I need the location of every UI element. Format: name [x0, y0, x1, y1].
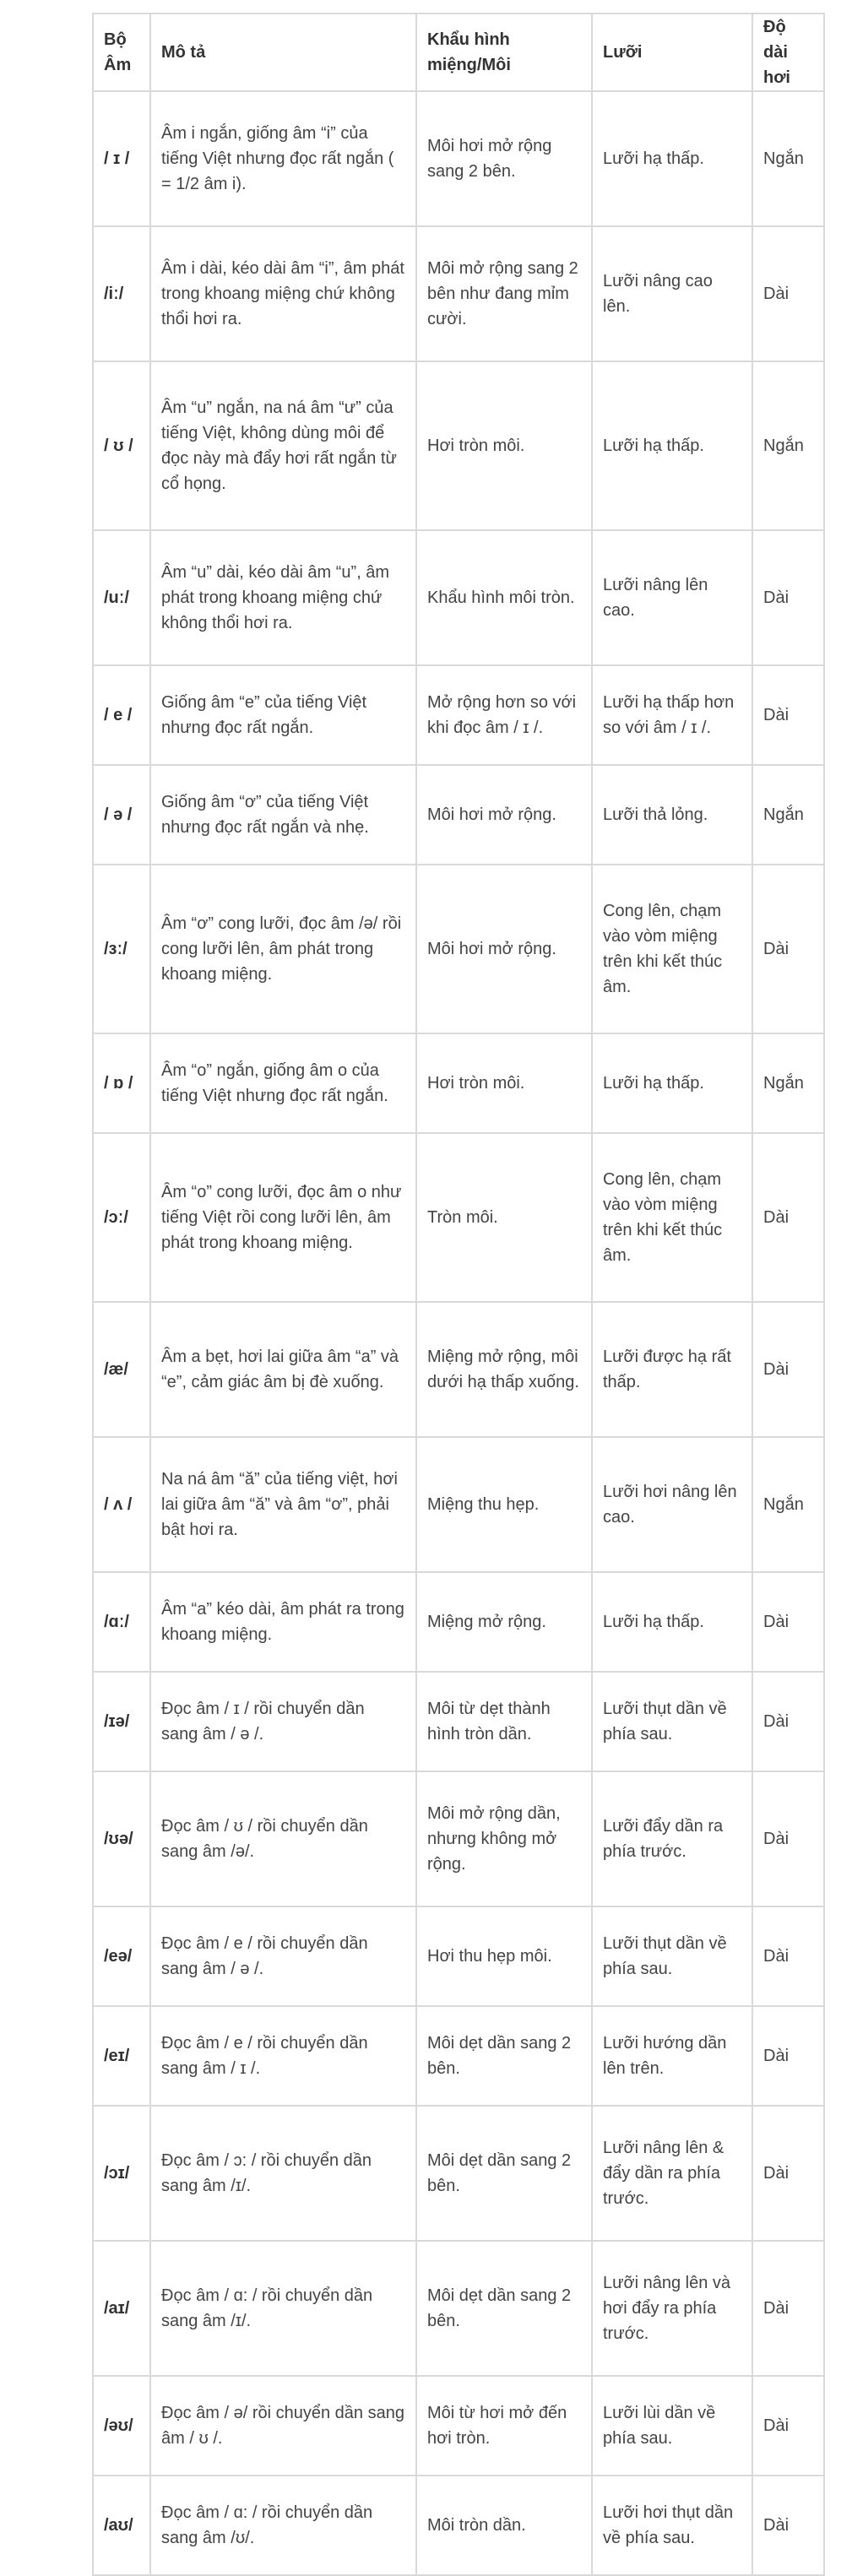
cell-tongue: Lưỡi hạ thấp. — [592, 1033, 752, 1133]
cell-mouth-shape: Môi dẹt dần sang 2 bên. — [416, 2241, 592, 2376]
cell-mouth-shape: Môi dẹt dần sang 2 bên. — [416, 2106, 592, 2241]
cell-description: Đọc âm / ɔ: / rồi chuyển dần sang âm /ɪ/. — [150, 2106, 416, 2241]
cell-description: Giống âm “e” của tiếng Việt nhưng đọc rất ngắn. — [150, 665, 416, 765]
cell-breath-length: Dài — [752, 865, 824, 1033]
cell-breath-length: Ngắn — [752, 1437, 824, 1572]
cell-breath-length: Dài — [752, 1302, 824, 1437]
cell-tongue: Lưỡi hạ thấp hơn so với âm / ɪ /. — [592, 665, 752, 765]
cell-mouth-shape: Môi mở rộng sang 2 bên như đang mỉm cười. — [416, 226, 592, 361]
header-mouth-shape: Khẩu hình miệng/Môi — [416, 14, 592, 91]
table-header — [93, 14, 824, 91]
cell-symbol: / ʌ / — [93, 1437, 150, 1572]
cell-symbol: /əʊ/ — [93, 2376, 150, 2476]
cell-mouth-shape: Môi dẹt dần sang 2 bên. — [416, 2006, 592, 2106]
cell-tongue: Lưỡi hơi nâng lên cao. — [592, 1437, 752, 1572]
cell-symbol: /aʊ/ — [93, 2476, 150, 2575]
cell-tongue: Lưỡi nâng lên và hơi đẩy ra phía trước. — [592, 2241, 752, 2376]
cell-description: Âm “u” dài, kéo dài âm “u”, âm phát trong khoang miệng chứ không thổi hơi ra. — [150, 530, 416, 665]
cell-description: Đọc âm / e / rồi chuyển dần sang âm / ɪ /. — [150, 2006, 416, 2106]
table-row — [93, 1302, 824, 1437]
cell-description: Âm “a” kéo dài, âm phát ra trong khoang miệng. — [150, 1572, 416, 1672]
cell-description: Giống âm “ơ” của tiếng Việt nhưng đọc rất ngắn và nhẹ. — [150, 765, 416, 865]
table-row — [93, 2476, 824, 2575]
cell-tongue: Cong lên, chạm vào vòm miệng trên khi kết thúc âm. — [592, 865, 752, 1033]
cell-mouth-shape: Môi hơi mở rộng sang 2 bên. — [416, 91, 592, 226]
table-row — [93, 2376, 824, 2476]
cell-description: Âm i dài, kéo dài âm “i”, âm phát trong khoang miệng chứ không thổi hơi ra. — [150, 226, 416, 361]
cell-description: Âm “o” cong lưỡi, đọc âm o như tiếng Việt rồi cong lưỡi lên, âm phát trong khoang miệng. — [150, 1133, 416, 1302]
table-row — [93, 2006, 824, 2106]
cell-mouth-shape: Hơi thu hẹp môi. — [416, 1906, 592, 2006]
cell-tongue: Lưỡi hướng dần lên trên. — [592, 2006, 752, 2106]
cell-mouth-shape: Môi tròn dần. — [416, 2476, 592, 2575]
cell-tongue: Lưỡi hạ thấp. — [592, 1572, 752, 1672]
cell-description: Âm “ơ” cong lưỡi, đọc âm /ə/ rồi cong lưỡi lên, âm phát trong khoang miệng. — [150, 865, 416, 1033]
cell-breath-length: Ngắn — [752, 361, 824, 530]
cell-tongue: Lưỡi nâng lên & đẩy dần ra phía trước. — [592, 2106, 752, 2241]
table-row — [93, 1572, 824, 1672]
cell-description: Đọc âm / ɪ / rồi chuyển dần sang âm / ə /. — [150, 1672, 416, 1771]
cell-tongue: Lưỡi được hạ rất thấp. — [592, 1302, 752, 1437]
cell-symbol: / ɪ / — [93, 91, 150, 226]
cell-breath-length: Dài — [752, 530, 824, 665]
cell-tongue: Lưỡi thả lỏng. — [592, 765, 752, 865]
cell-description: Đọc âm / ɑ: / rồi chuyển dần sang âm /ɪ/. — [150, 2241, 416, 2376]
cell-breath-length: Dài — [752, 665, 824, 765]
cell-tongue: Lưỡi lùi dần về phía sau. — [592, 2376, 752, 2476]
table-row — [93, 226, 824, 361]
cell-description: Âm “o” ngắn, giống âm o của tiếng Việt nhưng đọc rất ngắn. — [150, 1033, 416, 1133]
cell-breath-length: Dài — [752, 1906, 824, 2006]
cell-tongue: Lưỡi hơi thụt dần về phía sau. — [592, 2476, 752, 2575]
table-row — [93, 530, 824, 665]
header-description: Mô tả — [150, 14, 416, 91]
cell-tongue: Lưỡi nâng cao lên. — [592, 226, 752, 361]
table-row — [93, 1437, 824, 1572]
table-row — [93, 1771, 824, 1906]
cell-symbol: /eɪ/ — [93, 2006, 150, 2106]
table-row — [93, 765, 824, 865]
cell-symbol: /ʊə/ — [93, 1771, 150, 1906]
cell-tongue: Lưỡi hạ thấp. — [592, 361, 752, 530]
cell-symbol: / ə / — [93, 765, 150, 865]
table-row — [93, 2241, 824, 2376]
table-row — [93, 91, 824, 226]
vowel-table — [92, 13, 825, 2576]
cell-mouth-shape: Môi hơi mở rộng. — [416, 765, 592, 865]
cell-symbol: /ɔɪ/ — [93, 2106, 150, 2241]
cell-breath-length: Ngắn — [752, 765, 824, 865]
header-tongue: Lưỡi — [592, 14, 752, 91]
table-row — [93, 1672, 824, 1771]
header-breath-length: Độ dài hơi — [752, 14, 824, 91]
cell-symbol: /iː/ — [93, 226, 150, 361]
cell-tongue: Lưỡi thụt dần về phía sau. — [592, 1906, 752, 2006]
cell-mouth-shape: Hơi tròn môi. — [416, 1033, 592, 1133]
cell-description: Âm “u” ngắn, na ná âm “ư” của tiếng Việt, không dùng môi để đọc này mà đẩy hơi rất ngắn từ cổ họng. — [150, 361, 416, 530]
header-row — [93, 14, 824, 91]
cell-breath-length: Dài — [752, 1672, 824, 1771]
cell-symbol: /ɑː/ — [93, 1572, 150, 1672]
table-row — [93, 1906, 824, 2006]
cell-mouth-shape: Miệng mở rộng, môi dưới hạ thấp xuống. — [416, 1302, 592, 1437]
cell-tongue: Lưỡi nâng lên cao. — [592, 530, 752, 665]
cell-symbol: /æ/ — [93, 1302, 150, 1437]
cell-breath-length: Dài — [752, 1133, 824, 1302]
cell-mouth-shape: Khẩu hình môi tròn. — [416, 530, 592, 665]
cell-symbol: /ɜː/ — [93, 865, 150, 1033]
cell-mouth-shape: Môi từ dẹt thành hình tròn dần. — [416, 1672, 592, 1771]
cell-description: Âm a bẹt, hơi lai giữa âm “a” và “e”, cảm giác âm bị đè xuống. — [150, 1302, 416, 1437]
cell-breath-length: Ngắn — [752, 1033, 824, 1133]
cell-symbol: /uː/ — [93, 530, 150, 665]
cell-tongue: Lưỡi hạ thấp. — [592, 91, 752, 226]
cell-breath-length: Dài — [752, 2006, 824, 2106]
cell-mouth-shape: Môi mở rộng dần, nhưng không mở rộng. — [416, 1771, 592, 1906]
cell-mouth-shape: Môi từ hơi mở đến hơi tròn. — [416, 2376, 592, 2476]
cell-breath-length: Dài — [752, 1771, 824, 1906]
cell-description: Đọc âm / ɑ: / rồi chuyển dần sang âm /ʊ/. — [150, 2476, 416, 2575]
cell-mouth-shape: Tròn môi. — [416, 1133, 592, 1302]
cell-symbol: / e / — [93, 665, 150, 765]
table-body — [93, 91, 824, 2575]
cell-symbol: / ʊ / — [93, 361, 150, 530]
table-row — [93, 665, 824, 765]
table-row — [93, 1133, 824, 1302]
table-row — [93, 361, 824, 530]
cell-mouth-shape: Môi hơi mở rộng. — [416, 865, 592, 1033]
table-row — [93, 865, 824, 1033]
cell-breath-length: Dài — [752, 2376, 824, 2476]
cell-tongue: Lưỡi đẩy dần ra phía trước. — [592, 1771, 752, 1906]
cell-mouth-shape: Miệng mở rộng. — [416, 1572, 592, 1672]
cell-breath-length: Dài — [752, 1572, 824, 1672]
cell-symbol: /aɪ/ — [93, 2241, 150, 2376]
vowel-table-container — [92, 13, 823, 2576]
cell-mouth-shape: Hơi tròn môi. — [416, 361, 592, 530]
table-row — [93, 2106, 824, 2241]
cell-mouth-shape: Mở rộng hơn so với khi đọc âm / ɪ /. — [416, 665, 592, 765]
table-row — [93, 1033, 824, 1133]
cell-breath-length: Dài — [752, 2241, 824, 2376]
cell-description: Đọc âm / ə/ rồi chuyển dần sang âm / ʊ /. — [150, 2376, 416, 2476]
header-symbol: Bộ Âm — [93, 14, 150, 91]
cell-description: Na ná âm “ă” của tiếng việt, hơi lai giữa âm “ă” và âm “ơ”, phải bật hơi ra. — [150, 1437, 416, 1572]
cell-description: Âm i ngắn, giống âm “i” của tiếng Việt nhưng đọc rất ngắn ( = 1/2 âm i). — [150, 91, 416, 226]
cell-tongue: Lưỡi thụt dần về phía sau. — [592, 1672, 752, 1771]
cell-breath-length: Dài — [752, 2106, 824, 2241]
cell-breath-length: Dài — [752, 226, 824, 361]
cell-symbol: /eə/ — [93, 1906, 150, 2006]
cell-breath-length: Ngắn — [752, 91, 824, 226]
cell-description: Đọc âm / ʊ / rồi chuyển dần sang âm /ə/. — [150, 1771, 416, 1906]
cell-tongue: Cong lên, chạm vào vòm miệng trên khi kết thúc âm. — [592, 1133, 752, 1302]
cell-description: Đọc âm / e / rồi chuyển dần sang âm / ə /. — [150, 1906, 416, 2006]
cell-breath-length: Dài — [752, 2476, 824, 2575]
cell-symbol: /ɪə/ — [93, 1672, 150, 1771]
cell-symbol: / ɒ / — [93, 1033, 150, 1133]
cell-mouth-shape: Miệng thu hẹp. — [416, 1437, 592, 1572]
cell-symbol: /ɔː/ — [93, 1133, 150, 1302]
